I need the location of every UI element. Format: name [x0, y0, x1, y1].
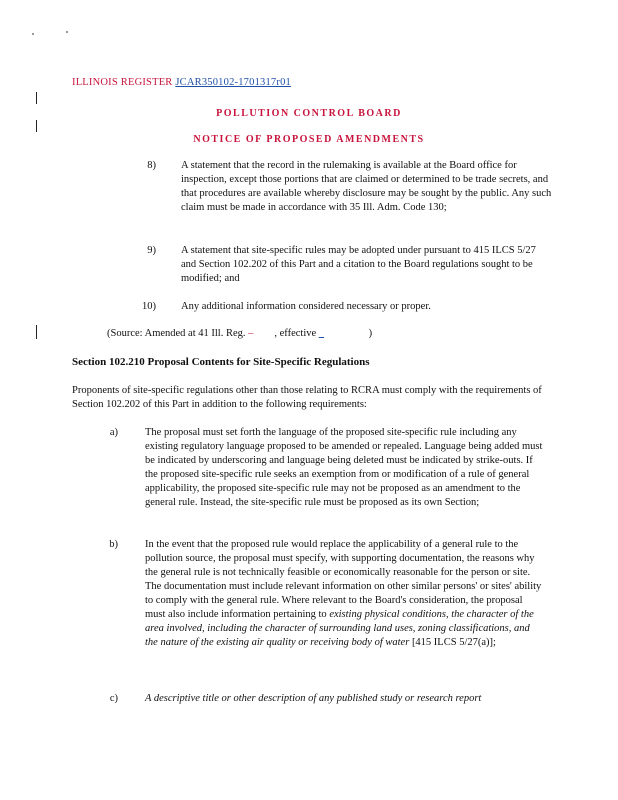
item-text: A descriptive title or other description of any published study or research report [145, 693, 482, 704]
scan-mark [66, 31, 68, 33]
change-bar [36, 92, 37, 104]
item-number: a) [109, 427, 118, 438]
item-text: In the event that the proposed rule would replace the applicability of a general rule to the pollution source, the proposal must specify, with supporting documentation, the reasons why the general rule is not technically feasible or economically reasonable for the person or site. The documentation must include relevant information on other similar persons' or sites' ability to comply with the general rule. Where relevant to the Board's consideration, the proposal must also include information pertaining to existing physical conditions, the character of the area involved, including the character of surrounding land uses, zoning classifications, and the nature of the existing air quality or receiving body of water [415 ILCS 5/27(a)]; [145, 539, 542, 648]
reg-blank: – [248, 328, 254, 339]
register-reference [72, 77, 291, 88]
item-number: 10) [142, 301, 156, 312]
item-text: The proposal must set forth the language of the proposed site-specific rule including any existing regulatory language proposed to be amended or repealed. Language being added must be indicated by underscoring and language being deleted must be indicated by strike-outs. If the proposed site-specific rule seeks an exemption from or modification of a rule of general applicability, the proposed site-specific rule may not be proposed as an amendment to the general rule. Instead, the site-specific rule must be proposed as its own Section; [145, 427, 543, 508]
register-name: ILLINOIS REGISTER [72, 77, 173, 88]
item-number: 8) [147, 160, 156, 171]
item-text: A statement that site-specific rules may be adopted under pursuant to 415 ILCS 5/27 and Section 102.202 of this Part and a citation to the Board regulations sought to be modified; and [181, 245, 536, 284]
section-intro: Proponents of site-specific regulations other than those relating to RCRA must comply with the requirements of Section 102.202 of this Part in addition to the following requirements: [72, 385, 542, 410]
change-bar [36, 120, 37, 132]
item-text: A statement that the record in the rulemaking is available at the Board office for inspection, except those portions that are claimed or determined to be trade secrets, and that procedures are available whereby disclosure may be sought by the public. Any such claim must be made in accordance with 35 Ill. Adm. Code 130; [181, 160, 552, 213]
item-text: Any additional information considered necessary or proper. [181, 301, 431, 312]
item-number: 9) [147, 245, 156, 256]
item-number: b) [109, 539, 118, 550]
source-note: (Source: Amended at 41 Ill. Reg. – , effective _ ) [107, 328, 373, 339]
item-number: c) [109, 693, 118, 704]
notice-line: NOTICE OF PROPOSED AMENDMENTS [193, 134, 425, 145]
change-bar [36, 325, 37, 339]
section-heading: Section 102.210 Proposal Contents for Site-Specific Regulations [72, 356, 370, 368]
scan-mark [32, 33, 34, 35]
effective-blank: _ [318, 328, 325, 339]
jcar-code: JCAR350102-1701317r01 [175, 77, 291, 88]
agency-line: POLLUTION CONTROL BOARD [216, 108, 402, 119]
